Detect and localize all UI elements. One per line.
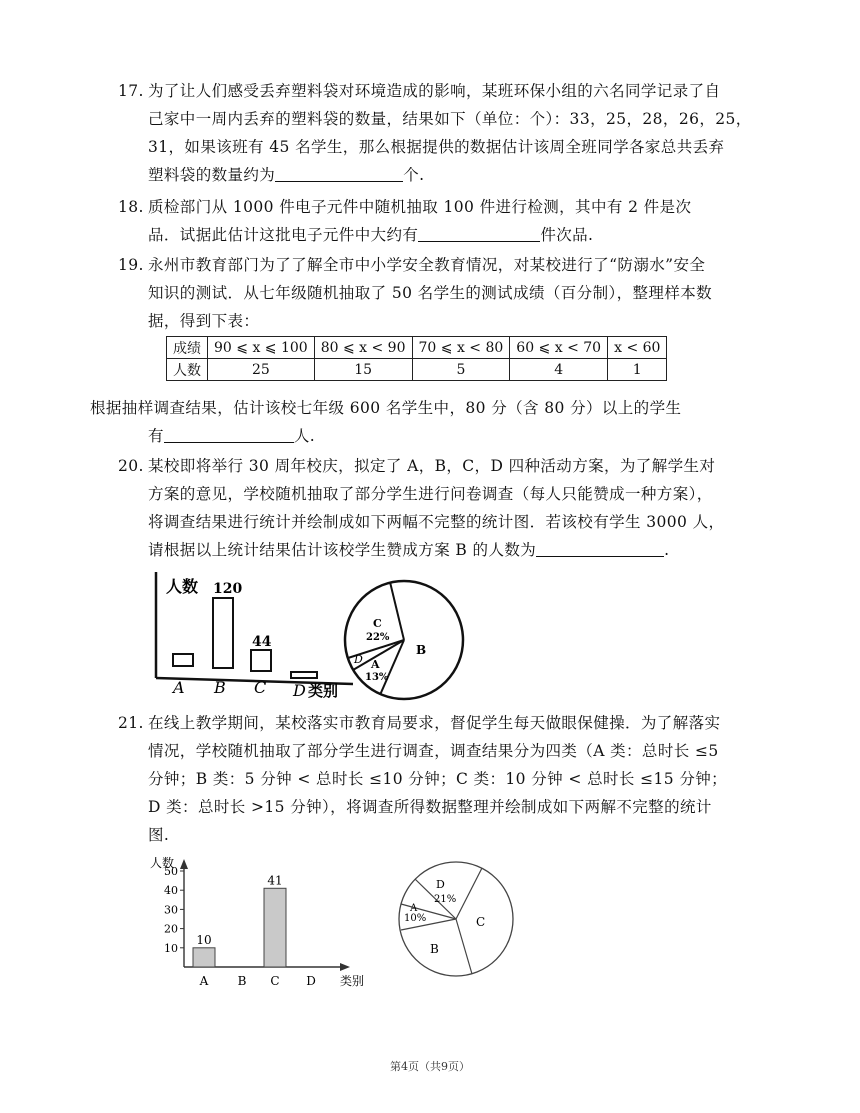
- slice-label-b: B: [430, 942, 439, 956]
- x-axis-label: 类别: [308, 682, 339, 700]
- x-tick-label: C: [254, 678, 267, 697]
- question-text: 将调查结果进行统计并绘制成如下两幅不完整的统计图．若该校有学生 3000 人，: [148, 513, 725, 531]
- bar-b: [213, 598, 233, 668]
- bar-d: [291, 672, 317, 678]
- question-text: 质检部门从 1000 件电子元件中随机抽取 100 件进行检测，其中有 2 件是次: [148, 198, 692, 216]
- page-footer: 第4页（共9页）: [390, 1060, 470, 1073]
- table-cell: 25: [208, 359, 315, 381]
- question-text: 在线上教学期间，某校落实市教育局要求，督促学生每天做眼保健操．为了解落实: [148, 714, 721, 732]
- question-19: [118, 251, 768, 335]
- bar-a: [193, 948, 215, 967]
- question-text: 有: [148, 427, 164, 445]
- slice-label-a: A: [410, 903, 418, 914]
- question-text: 人.: [293, 427, 316, 445]
- y-axis-arrow-icon: [180, 859, 188, 869]
- q21-pie-chart: [384, 860, 524, 985]
- question-text: 个.: [403, 166, 425, 184]
- question-18: [118, 193, 768, 249]
- question-number: 20.: [118, 457, 144, 475]
- question-text: 品．试据此估计这批电子元件中大约有: [148, 226, 419, 244]
- question-text: D 类：总时长 >15 分钟），将调查所得数据整理并绘制成如下两解不完整的统计: [148, 798, 712, 816]
- table-header-cell: 人数: [167, 359, 208, 381]
- x-tick-label: C: [270, 974, 280, 988]
- table-row: [167, 337, 667, 359]
- bar-c: [251, 650, 271, 671]
- slice-percent-d: 21%: [434, 894, 457, 905]
- answer-blank[interactable]: [536, 538, 664, 557]
- question-21: [118, 709, 768, 849]
- table-header-cell: 60 ⩽ x < 70: [510, 337, 608, 359]
- question-text: 请根据以上统计结果估计该校学生赞成方案 B 的人数为: [148, 541, 537, 559]
- y-axis-label: 人数: [166, 577, 199, 596]
- answer-blank[interactable]: [275, 163, 403, 182]
- question-19-continued: [90, 394, 770, 450]
- answer-blank[interactable]: [418, 223, 540, 242]
- slice-label-b: B: [416, 643, 427, 657]
- table-header-cell: 70 ⩽ x < 80: [412, 337, 510, 359]
- table-row: [167, 359, 667, 381]
- y-tick-label: 30: [164, 903, 178, 917]
- question-text: 知识的测试．从七年级随机抽取了 50 名学生的测试成绩（百分制），整理样本数: [148, 284, 713, 302]
- question-text: 为了让人们感受丢弃塑料袋对环境造成的影响，某班环保小组的六名同学记录了自: [148, 82, 721, 100]
- x-axis-label: 类别: [340, 974, 365, 988]
- y-tick-label: 20: [164, 922, 178, 936]
- x-tick-label: A: [173, 678, 185, 697]
- x-tick-label: D: [306, 974, 316, 988]
- table-cell: 5: [412, 359, 510, 381]
- question-17: [118, 77, 768, 189]
- question-text: 31，如果该班有 45 名学生，那么根据提供的数据估计该周全班同学各家总共丢弃: [148, 138, 725, 156]
- question-number: 19.: [118, 256, 144, 274]
- answer-blank[interactable]: [164, 424, 294, 443]
- q21-bar-chart: [148, 855, 378, 990]
- question-number: 17.: [118, 82, 144, 100]
- data-label: 10: [196, 932, 212, 947]
- x-tick-label: A: [199, 974, 209, 988]
- y-axis-label: 人数: [150, 856, 175, 870]
- slice-label-c: C: [476, 915, 486, 929]
- table-header-cell: x < 60: [608, 337, 667, 359]
- question-text: 某校即将举行 30 周年校庆，拟定了 A，B，C，D 四种活动方案，为了解学生对: [148, 457, 716, 475]
- table-cell: 4: [510, 359, 608, 381]
- slice-percent-a: 13%: [365, 672, 389, 683]
- bar-a: [173, 654, 193, 666]
- data-label: 41: [267, 873, 283, 888]
- table-cell: 15: [314, 359, 412, 381]
- x-tick-label: D: [293, 681, 306, 700]
- question-20: [118, 452, 768, 564]
- question-text: 塑料袋的数量约为: [148, 166, 276, 184]
- x-tick-label: B: [214, 678, 226, 697]
- q20-pie-chart: [338, 566, 478, 706]
- question-text: 图.: [148, 826, 170, 844]
- x-axis-arrow-icon: [340, 963, 350, 971]
- question-text: 分钟；B 类：5 分钟 < 总时长 ≤10 分钟；C 类：10 分钟 < 总时长 ≤15 分钟；: [148, 770, 728, 788]
- data-label: 44: [252, 634, 272, 650]
- y-tick-label: 40: [164, 884, 178, 898]
- x-tick-label: B: [237, 974, 247, 988]
- y-tick-label: 10: [164, 941, 178, 955]
- table-header-cell: 90 ⩽ x ⩽ 100: [208, 337, 315, 359]
- table-cell: 1: [608, 359, 667, 381]
- slice-label-a: A: [371, 658, 380, 671]
- question-text: 情况，学校随机抽取了部分学生进行调查，调查结果分为四类（A 类：总时长 ≤5: [148, 742, 719, 760]
- question-text: 方案的意见，学校随机抽取了部分学生进行问卷调查（每人只能赞成一种方案），: [148, 485, 713, 503]
- slice-label-d: D: [436, 878, 445, 891]
- question-number: 18.: [118, 198, 144, 216]
- slice-label-d: D: [354, 653, 363, 666]
- question-text: .: [664, 541, 670, 559]
- question-text: 己家中一周内丢弃的塑料袋的数量，结果如下（单位：个）：33，25，28，26，25，: [148, 110, 752, 128]
- y-tick-label: 50: [164, 865, 178, 878]
- question-text: 据，得到下表：: [148, 312, 260, 330]
- question-text: 根据抽样调查结果，估计该校七年级 600 名学生中，80 分（含 80 分）以上的学生: [90, 399, 682, 417]
- question-text: 件次品.: [540, 226, 594, 244]
- bar-c: [264, 888, 286, 967]
- slice-percent-c: 22%: [366, 632, 390, 643]
- data-label: 120: [213, 581, 243, 597]
- slice-percent-a: 10%: [404, 913, 427, 924]
- table-header-cell: 成绩: [167, 337, 208, 359]
- q20-bar-chart: [148, 568, 358, 708]
- score-table: [166, 336, 667, 381]
- slice-label-c: C: [373, 617, 382, 630]
- question-number: 21.: [118, 714, 144, 732]
- table-header-cell: 80 ⩽ x < 90: [314, 337, 412, 359]
- question-text: 永州市教育部门为了了解全市中小学安全教育情况，对某校进行了“防溺水”安全: [148, 256, 706, 274]
